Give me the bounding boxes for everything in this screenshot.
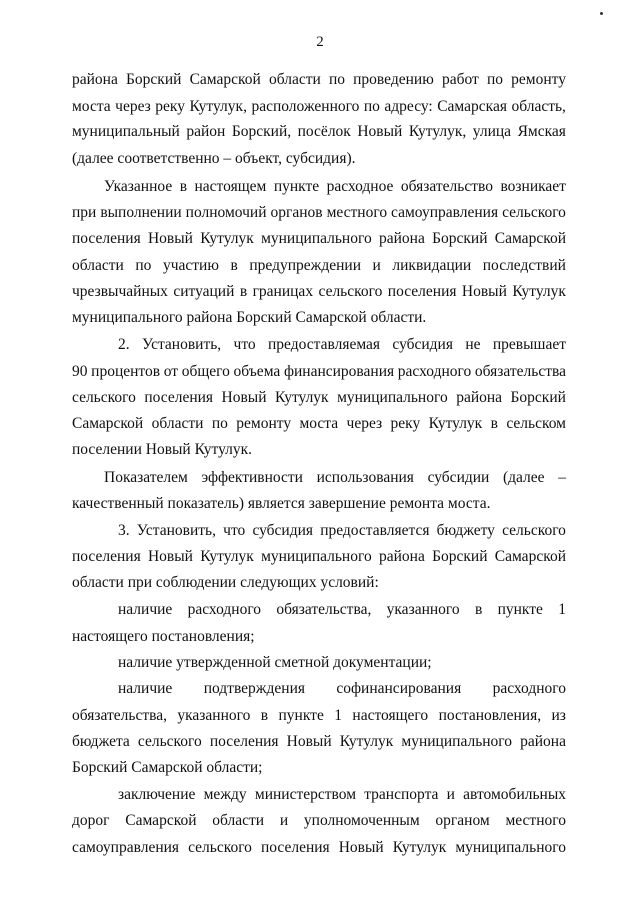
word: наличие xyxy=(118,680,173,697)
text-line: муниципального района Борский Самарской области. xyxy=(72,309,427,326)
word: субсидия xyxy=(392,336,453,353)
word: поселения xyxy=(72,230,141,247)
word: ремонту xyxy=(511,71,566,88)
word: и xyxy=(446,786,455,803)
word: район xyxy=(186,123,226,140)
word: расходного xyxy=(397,363,472,380)
word: местного xyxy=(326,204,388,221)
word: Новый xyxy=(286,733,332,750)
word: чрезвычайных xyxy=(72,283,168,300)
word: в xyxy=(490,415,498,432)
word: Новый xyxy=(147,230,193,247)
word: не xyxy=(465,336,481,353)
word: Кутулук xyxy=(428,415,483,432)
word: пункте xyxy=(278,707,324,724)
word: муниципального xyxy=(455,839,566,856)
word: бюджету xyxy=(436,522,495,539)
word: полномочий xyxy=(185,204,267,221)
word: органов xyxy=(270,204,323,221)
word: по xyxy=(486,71,503,88)
word: превышает xyxy=(492,336,566,353)
word: из xyxy=(551,707,566,724)
word: Кутулук xyxy=(200,548,254,565)
word: поселения xyxy=(144,389,214,406)
word: по xyxy=(211,415,228,432)
word: Самарской xyxy=(125,812,197,829)
word: софинансирования xyxy=(336,680,462,697)
word: Борский, xyxy=(231,123,292,140)
word: бюджета xyxy=(72,733,130,750)
word: обязательство xyxy=(400,178,493,195)
word: сельского xyxy=(318,283,383,300)
word: местного xyxy=(505,812,566,829)
word: Кутулук xyxy=(339,733,394,750)
word: самоуправления xyxy=(391,204,499,221)
text-line xyxy=(118,679,566,699)
word: субсидия xyxy=(252,522,314,539)
word: между xyxy=(203,786,247,803)
text-line xyxy=(72,732,566,752)
word: последствий xyxy=(482,257,566,274)
word: область, xyxy=(511,98,566,115)
word: области xyxy=(72,257,124,274)
word: Кутулук xyxy=(512,283,566,300)
word: что xyxy=(233,336,256,353)
word: моста xyxy=(72,98,111,115)
text-line: настоящего постановления; xyxy=(72,628,255,645)
word: по xyxy=(328,71,345,88)
word: процентов xyxy=(91,363,161,380)
text-line xyxy=(72,811,566,831)
word: сельском xyxy=(506,415,566,432)
word: посёлок xyxy=(297,123,351,140)
word: 1 xyxy=(334,707,342,724)
word: – xyxy=(558,469,566,486)
word: подтверждения xyxy=(203,680,305,697)
word: реку xyxy=(155,98,185,115)
text-line xyxy=(118,600,566,620)
text-line: качественный показатель) является завершение ремонта моста. xyxy=(72,495,491,512)
word: Кутулук, xyxy=(189,98,247,115)
word: пункте xyxy=(273,178,320,195)
text-line xyxy=(72,229,566,249)
word: ремонту xyxy=(236,415,292,432)
word: Новый xyxy=(221,389,267,406)
word: Новый xyxy=(461,283,507,300)
word: района xyxy=(378,548,425,565)
word: Борский xyxy=(432,230,488,247)
text-line xyxy=(72,203,566,223)
word: расходного xyxy=(492,680,566,697)
word: Кутулук xyxy=(275,389,329,406)
word: муниципальный xyxy=(72,123,180,140)
word: сельского xyxy=(502,204,566,221)
text-line xyxy=(118,521,566,541)
word: района xyxy=(378,230,425,247)
word: при xyxy=(72,204,97,221)
word: сельского xyxy=(72,389,136,406)
word: 2. xyxy=(118,336,130,353)
text-line xyxy=(72,256,566,276)
text-line: области при соблюдении следующих условий: xyxy=(72,574,379,591)
word: возникает xyxy=(500,178,566,195)
word: Самарской xyxy=(72,415,144,432)
word: наличие xyxy=(118,601,173,618)
word: эффективности xyxy=(201,469,303,486)
text-line xyxy=(72,122,566,142)
text-line xyxy=(118,785,566,805)
word: Новый xyxy=(338,839,384,856)
word: транспорта xyxy=(364,786,439,803)
word: расположенного xyxy=(251,98,360,115)
word: района xyxy=(72,71,118,88)
word: по xyxy=(135,257,152,274)
word: по xyxy=(363,98,380,115)
word: улица xyxy=(472,123,512,140)
word: объема xyxy=(233,363,281,380)
word: в xyxy=(474,601,483,618)
word: сельского xyxy=(502,522,566,539)
word: области xyxy=(151,415,204,432)
word: Самарская xyxy=(437,98,507,115)
text-line: (далее соответственно – объект, субсидия). xyxy=(72,150,356,167)
word: что xyxy=(223,522,246,539)
word: проведению xyxy=(353,71,434,88)
word: Установить, xyxy=(141,336,222,353)
word: реку xyxy=(390,415,421,432)
word: района xyxy=(456,389,503,406)
word: общего xyxy=(181,363,230,380)
word: Кутулук xyxy=(200,230,254,247)
word: уполномоченным xyxy=(303,812,420,829)
word: Показателем xyxy=(104,469,188,486)
word: области xyxy=(212,812,265,829)
corner-speck xyxy=(600,12,603,15)
text-line xyxy=(72,282,566,302)
word: 90 xyxy=(72,363,88,380)
text-line xyxy=(72,414,566,434)
text-line xyxy=(104,177,566,197)
text-line xyxy=(72,388,566,408)
word: автомобильных xyxy=(463,786,566,803)
word: Борский xyxy=(126,71,182,88)
word: Самарской xyxy=(189,71,261,88)
text-line xyxy=(104,468,566,488)
page-number: 2 xyxy=(316,34,324,50)
word: сельского xyxy=(137,733,202,750)
word: работ xyxy=(441,71,479,88)
word: постановления, xyxy=(438,707,542,724)
word: Установить, xyxy=(136,522,216,539)
word: в xyxy=(230,257,238,274)
word: ситуаций xyxy=(173,283,235,300)
text-line: Борский Самарской области; xyxy=(72,759,263,776)
text-line xyxy=(72,362,566,382)
word: области xyxy=(268,71,321,88)
word: обязательства, xyxy=(72,707,167,724)
word: в xyxy=(179,178,188,195)
word: поселения xyxy=(72,548,141,565)
word: субсидии xyxy=(427,469,490,486)
text-line xyxy=(72,706,566,726)
word: самоуправления xyxy=(72,839,180,856)
word: поселения xyxy=(209,733,279,750)
word: моста xyxy=(299,415,339,432)
word: пункте xyxy=(497,601,543,618)
word: (далее xyxy=(502,469,545,486)
word: адресу: xyxy=(384,98,433,115)
word: 1 xyxy=(558,601,566,618)
word: расходное xyxy=(326,178,394,195)
word: поселения xyxy=(260,839,330,856)
word: Борский xyxy=(510,389,566,406)
word: через xyxy=(346,415,383,432)
text-line xyxy=(72,547,566,567)
word: обязательства xyxy=(474,363,566,380)
word: границах xyxy=(252,283,314,300)
word: предупреждении xyxy=(249,257,361,274)
word: дорог xyxy=(72,812,110,829)
word: Самарской xyxy=(494,230,566,247)
text-line: поселении Новый Кутулук. xyxy=(72,441,253,458)
word: расходного xyxy=(187,601,262,618)
word: в xyxy=(260,707,269,724)
word: Новый xyxy=(357,123,403,140)
text-line xyxy=(72,70,566,90)
word: в xyxy=(239,283,248,300)
word: и xyxy=(372,257,381,274)
word: настоящем xyxy=(194,178,267,195)
word: участию xyxy=(162,257,219,274)
word: заключение xyxy=(118,786,196,803)
word: через xyxy=(115,98,151,115)
word: Кутулук, xyxy=(408,123,467,140)
word: и xyxy=(279,812,289,829)
word: Борский xyxy=(432,548,488,565)
word: 3. xyxy=(118,522,130,539)
text-line xyxy=(72,838,566,858)
word: сельского xyxy=(188,839,252,856)
word: муниципального xyxy=(261,548,372,565)
word: предоставляется xyxy=(320,522,430,539)
word: ликвидации xyxy=(392,257,472,274)
word: использования xyxy=(316,469,414,486)
text-line xyxy=(118,335,566,355)
word: выполнении xyxy=(100,204,182,221)
word: от xyxy=(163,363,179,380)
word: муниципального xyxy=(337,389,448,406)
word: настоящего xyxy=(352,707,429,724)
word: поселения xyxy=(387,283,457,300)
word: органом xyxy=(435,812,490,829)
text-line xyxy=(72,97,566,117)
word: района xyxy=(520,733,566,750)
word: указанного xyxy=(386,601,460,618)
word: финансирования xyxy=(283,363,395,380)
word: Самарской xyxy=(494,548,566,565)
word: министерством xyxy=(254,786,356,803)
word: Ямская xyxy=(517,123,566,140)
text-line: наличие утвержденной сметной документации; xyxy=(118,654,432,671)
word: обязательства, xyxy=(276,601,372,618)
word: Новый xyxy=(147,548,193,565)
word: Кутулук xyxy=(392,839,447,856)
word: муниципального xyxy=(401,733,513,750)
word: указанного xyxy=(177,707,251,724)
word: предоставляемая xyxy=(268,336,381,353)
word: муниципального xyxy=(261,230,372,247)
word: Указанное xyxy=(104,178,173,195)
